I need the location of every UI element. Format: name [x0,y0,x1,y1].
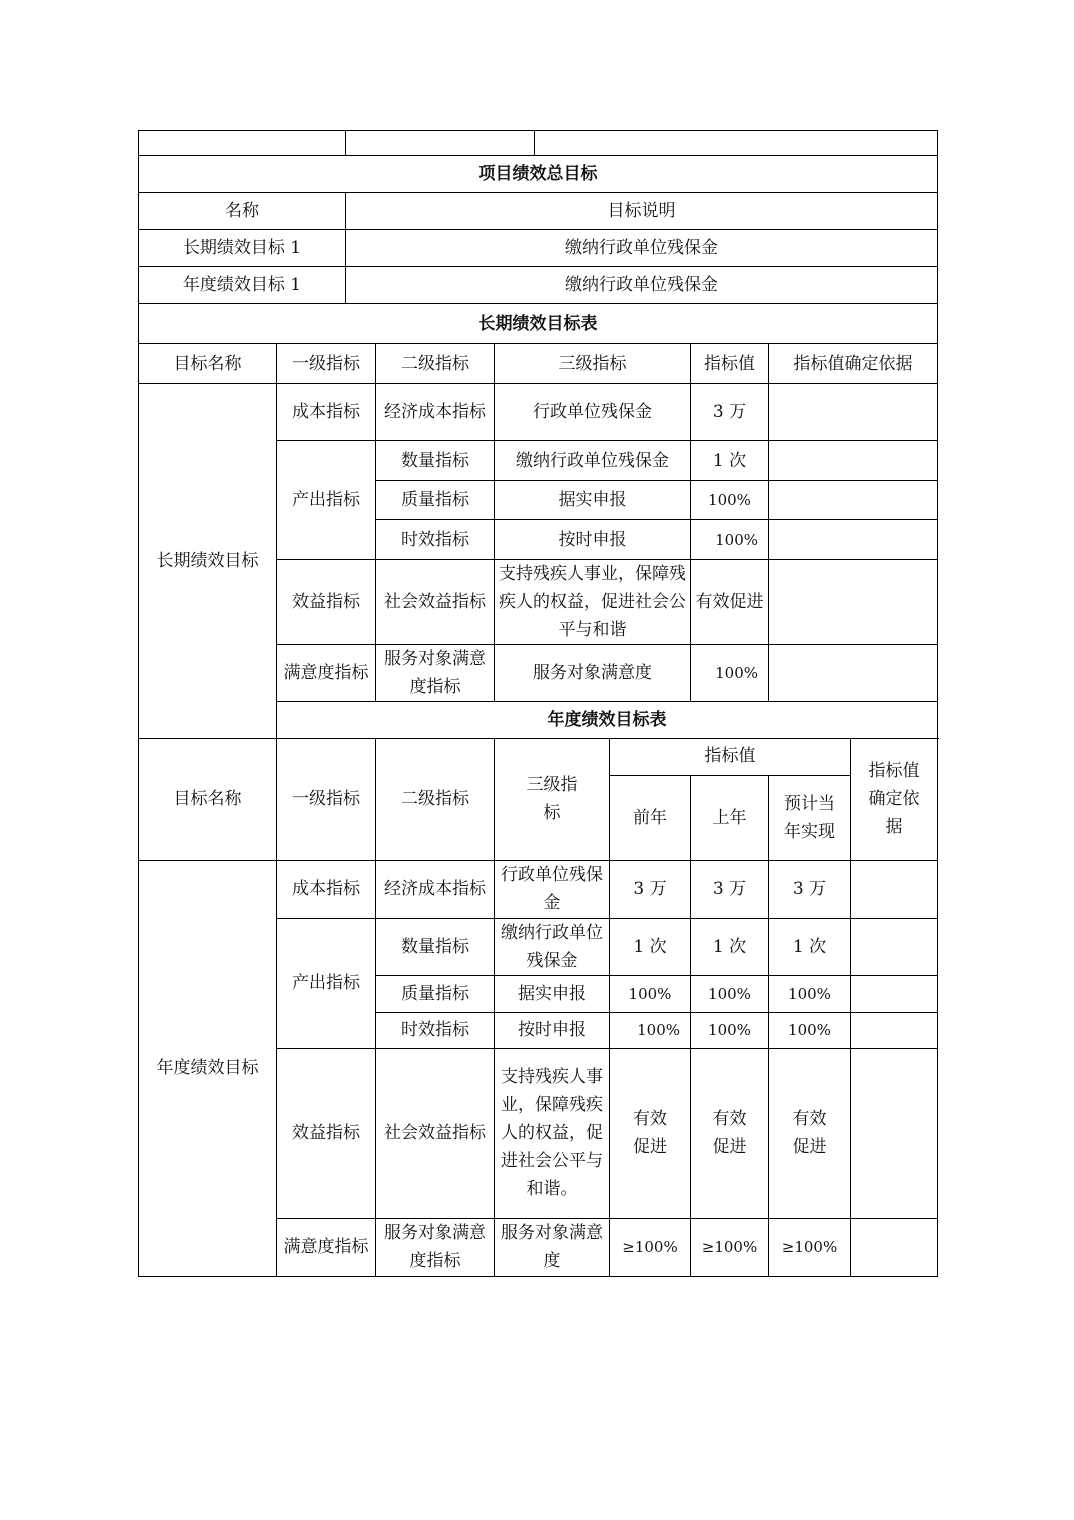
lt-cost-level3: 行政单位残保金 [495,384,691,441]
an-output-value-last: 1 次 [691,918,769,975]
an-header-last-year: 上年 [691,775,769,860]
an-benefit-level3: 支持残疾人事业，保障残疾人的权益，促进社会公平与和谐。 [495,1048,610,1218]
an-satisfaction-level3: 服务对象满意度 [495,1218,610,1276]
lt-output-basis [769,481,938,520]
an-benefit-value-prev: 有效促进 [610,1048,691,1218]
an-benefit-level1: 效益指标 [277,1048,376,1218]
an-output-value-prev: 1 次 [610,918,691,975]
an-satisfaction-level1: 满意度指标 [277,1218,376,1276]
an-cost-level1: 成本指标 [277,860,376,918]
an-header-goal-name: 目标名称 [139,738,277,860]
an-output-value-prev: 100% [610,975,691,1012]
summary-col-name: 名称 [139,193,346,230]
summary-title: 项目绩效总目标 [139,156,938,193]
lt-output-level3: 缴纳行政单位残保金 [495,441,691,481]
lt-header-goal-name: 目标名称 [139,344,277,384]
an-satisfaction-value-prev: ≥100% [610,1218,691,1276]
an-benefit-value-expected: 有效促进 [769,1048,851,1218]
lt-output-basis [769,441,938,481]
lt-header-basis: 指标值确定依据 [769,344,938,384]
an-output-basis [851,1012,938,1048]
lt-output-basis [769,520,938,560]
an-header-level1: 一级指标 [277,738,376,860]
an-cost-value-prev: 3 万 [610,860,691,918]
lt-benefit-level1: 效益指标 [277,560,376,645]
an-output-level3: 据实申报 [495,975,610,1012]
an-output-level2: 时效指标 [376,1012,495,1048]
lt-cost-value: 3 万 [691,384,769,441]
an-header-prev-year: 前年 [610,775,691,860]
long-term-table [138,343,938,739]
performance-document [138,130,937,1277]
summary-table [138,130,938,344]
lt-satisfaction-level2: 服务对象满意度指标 [376,645,495,702]
an-cost-value-expected: 3 万 [769,860,851,918]
an-satisfaction-basis [851,1218,938,1276]
an-output-value-last: 100% [691,975,769,1012]
lt-satisfaction-level3: 服务对象满意度 [495,645,691,702]
empty-top-row [139,131,938,156]
an-benefit-level2: 社会效益指标 [376,1048,495,1218]
an-output-level2: 数量指标 [376,918,495,975]
an-output-level3: 按时申报 [495,1012,610,1048]
lt-output-value: 100% [691,520,769,560]
lt-header-value: 指标值 [691,344,769,384]
empty-cell [139,131,346,156]
annual-header-row [139,738,938,775]
an-benefit-basis [851,1048,938,1218]
lt-cost-row [139,384,938,441]
summary-row-desc: 缴纳行政单位残保金 [346,267,938,304]
an-header-level2: 二级指标 [376,738,495,860]
an-benefit-value-last: 有效促进 [691,1048,769,1218]
lt-output-level3: 据实申报 [495,481,691,520]
an-output-level2: 质量指标 [376,975,495,1012]
an-header-level3: 三级指标 [495,738,610,860]
lt-benefit-value: 有效促进 [691,560,769,645]
lt-header-level2: 二级指标 [376,344,495,384]
lt-satisfaction-value: 100% [691,645,769,702]
lt-satisfaction-level1: 满意度指标 [277,645,376,702]
lt-benefit-level3: 支持残疾人事业，保障残疾人的权益，促进社会公平与和谐 [495,560,691,645]
an-goal-name: 年度绩效目标 [139,860,277,1276]
an-output-value-expected: 1 次 [769,918,851,975]
summary-col-desc: 目标说明 [346,193,938,230]
lt-cost-level1: 成本指标 [277,384,376,441]
an-output-value-expected: 100% [769,975,851,1012]
lt-cost-level2: 经济成本指标 [376,384,495,441]
empty-cell [535,131,938,156]
lt-output-level1: 产出指标 [277,441,376,560]
an-output-basis [851,975,938,1012]
summary-row [139,230,938,267]
lt-benefit-basis [769,560,938,645]
lt-output-value: 1 次 [691,441,769,481]
lt-benefit-level2: 社会效益指标 [376,560,495,645]
annual-title: 年度绩效目标表 [277,702,938,739]
long-term-header-row [139,344,938,384]
lt-output-level2: 质量指标 [376,481,495,520]
lt-output-level2: 时效指标 [376,520,495,560]
an-cost-level2: 经济成本指标 [376,860,495,918]
an-output-basis [851,918,938,975]
summary-row-name: 长期绩效目标 1 [139,230,346,267]
lt-satisfaction-basis [769,645,938,702]
an-header-expected: 预计当年实现 [769,775,851,860]
an-header-value-group: 指标值 [610,738,851,775]
an-cost-row [139,860,938,918]
summary-row-desc: 缴纳行政单位残保金 [346,230,938,267]
summary-row [139,267,938,304]
empty-cell [346,131,535,156]
an-satisfaction-value-expected: ≥100% [769,1218,851,1276]
an-cost-value-last: 3 万 [691,860,769,918]
an-cost-level3: 行政单位残保金 [495,860,610,918]
annual-table [138,738,938,1277]
lt-output-level2: 数量指标 [376,441,495,481]
an-output-level3: 缴纳行政单位残保金 [495,918,610,975]
lt-cost-basis [769,384,938,441]
an-output-value-last: 100% [691,1012,769,1048]
lt-header-level3: 三级指标 [495,344,691,384]
an-output-level1: 产出指标 [277,918,376,1048]
lt-output-level3: 按时申报 [495,520,691,560]
an-satisfaction-value-last: ≥100% [691,1218,769,1276]
an-cost-basis [851,860,938,918]
an-output-value-prev: 100% [610,1012,691,1048]
lt-output-value: 100% [691,481,769,520]
lt-header-level1: 一级指标 [277,344,376,384]
lt-goal-name: 长期绩效目标 [139,384,277,739]
long-term-title: 长期绩效目标表 [139,304,938,344]
an-satisfaction-level2: 服务对象满意度指标 [376,1218,495,1276]
an-output-value-expected: 100% [769,1012,851,1048]
summary-row-name: 年度绩效目标 1 [139,267,346,304]
an-header-basis: 指标值确定依据 [851,738,938,860]
